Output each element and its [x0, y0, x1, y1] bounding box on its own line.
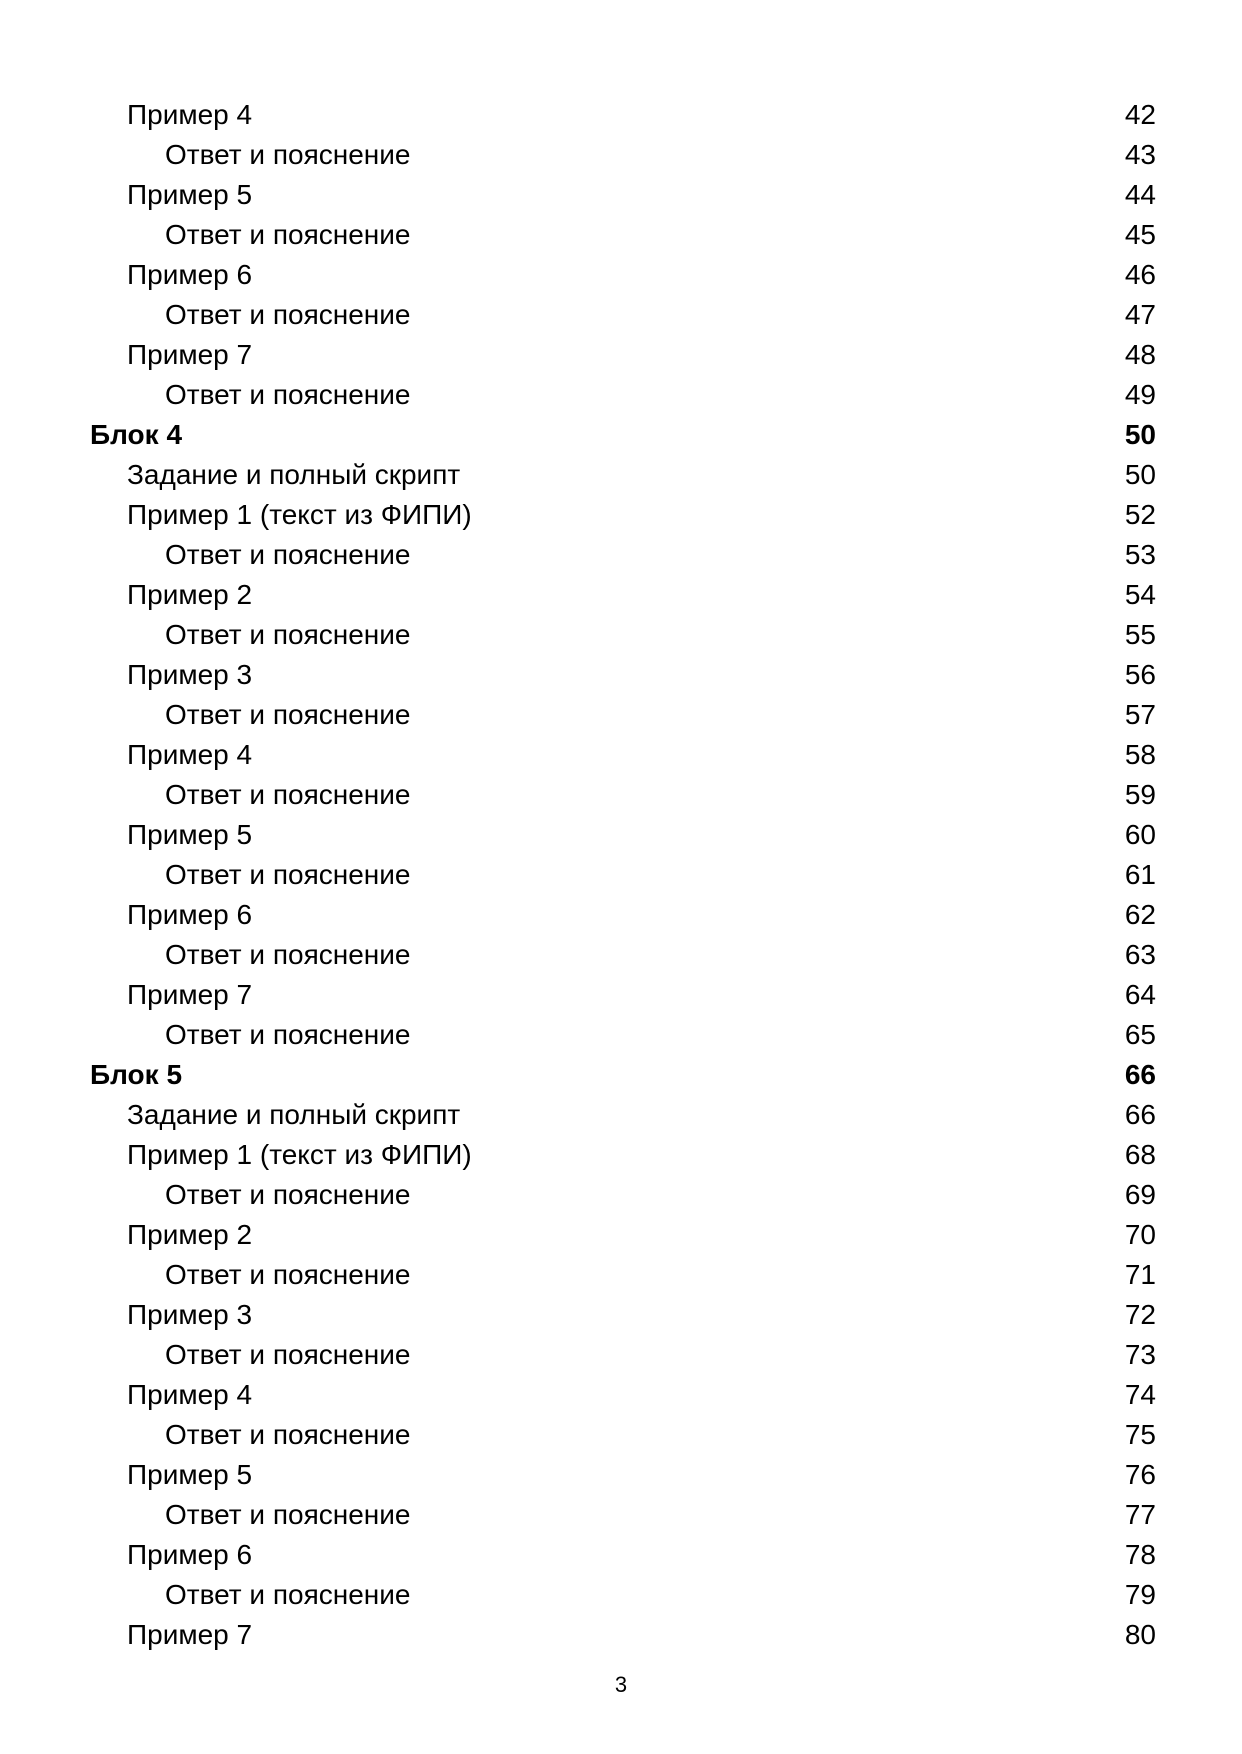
toc-entry-title: Ответ и пояснение: [165, 1259, 411, 1290]
toc-entry-title: Пример 4: [127, 1379, 253, 1410]
toc-entry-title: Ответ и пояснение: [165, 779, 411, 810]
toc-entry-title: Пример 6: [127, 259, 253, 290]
table-of-contents: [0, 95, 1242, 1655]
toc-entry-title: Ответ и пояснение: [165, 619, 411, 650]
toc-entry-title: Блок 5: [90, 1059, 183, 1090]
toc-entry-page: 50: [1124, 419, 1156, 450]
toc-entry-page: 71: [1124, 1259, 1156, 1290]
toc-entry-page: 53: [1124, 539, 1156, 570]
toc-entry-page: 70: [1124, 1219, 1156, 1250]
toc-entry-title: Ответ и пояснение: [165, 539, 411, 570]
toc-entry: [0, 815, 1242, 855]
toc-entry: [0, 1015, 1242, 1055]
toc-entry: [0, 95, 1242, 135]
toc-entry-page: 63: [1124, 939, 1156, 970]
toc-entry: [0, 615, 1242, 655]
toc-entry-title: Ответ и пояснение: [165, 1419, 411, 1450]
toc-entry-title: Пример 2: [127, 1219, 253, 1250]
toc-entry-page: 64: [1124, 979, 1156, 1010]
toc-entry-page: 52: [1124, 499, 1156, 530]
toc-entry: [0, 1255, 1242, 1295]
toc-entry-page: 79: [1124, 1579, 1156, 1610]
toc-entry-page: 74: [1124, 1379, 1156, 1410]
toc-entry: [0, 1535, 1242, 1575]
toc-entry: [0, 695, 1242, 735]
toc-entry-title: Пример 1 (текст из ФИПИ): [127, 499, 472, 530]
toc-entry: [0, 455, 1242, 495]
toc-entry-page: 73: [1124, 1339, 1156, 1370]
toc-entry-page: 44: [1124, 179, 1156, 210]
toc-entry: [0, 935, 1242, 975]
toc-entry-page: 42: [1124, 99, 1156, 130]
toc-entry: [0, 335, 1242, 375]
toc-entry: [0, 1215, 1242, 1255]
toc-entry-title: Ответ и пояснение: [165, 219, 411, 250]
toc-entry-page: 45: [1124, 219, 1156, 250]
toc-entry-title: Ответ и пояснение: [165, 299, 411, 330]
toc-entry-title: Пример 2: [127, 579, 253, 610]
toc-entry: [0, 375, 1242, 415]
toc-section-heading: [0, 415, 1242, 455]
toc-entry: [0, 535, 1242, 575]
toc-entry: [0, 975, 1242, 1015]
toc-entry: [0, 655, 1242, 695]
toc-entry: [0, 735, 1242, 775]
toc-entry-title: Пример 4: [127, 99, 253, 130]
toc-entry-page: 77: [1124, 1499, 1156, 1530]
toc-entry-page: 57: [1124, 699, 1156, 730]
toc-entry-title: Пример 6: [127, 1539, 253, 1570]
toc-entry-page: 69: [1124, 1179, 1156, 1210]
toc-entry-page: 58: [1124, 739, 1156, 770]
toc-entry-page: 80: [1124, 1619, 1156, 1650]
toc-entry-title: Пример 7: [127, 979, 253, 1010]
toc-entry: [0, 215, 1242, 255]
toc-entry-page: 78: [1124, 1539, 1156, 1570]
toc-entry-title: Ответ и пояснение: [165, 379, 411, 410]
toc-entry: [0, 1175, 1242, 1215]
page-number: 3: [614, 1672, 628, 1697]
toc-entry-title: Блок 4: [90, 419, 183, 450]
toc-entry-title: Задание и полный скрипт: [127, 1099, 461, 1130]
toc-entry-page: 59: [1124, 779, 1156, 810]
toc-entry: [0, 495, 1242, 535]
toc-entry-page: 47: [1124, 299, 1156, 330]
toc-entry-page: 76: [1124, 1459, 1156, 1490]
toc-entry-title: Ответ и пояснение: [165, 859, 411, 890]
toc-entry-page: 43: [1124, 139, 1156, 170]
toc-entry: [0, 255, 1242, 295]
toc-entry: [0, 855, 1242, 895]
toc-entry: [0, 1415, 1242, 1455]
toc-entry-title: Пример 7: [127, 339, 253, 370]
toc-entry-page: 55: [1124, 619, 1156, 650]
toc-entry: [0, 1295, 1242, 1335]
toc-entry-title: Ответ и пояснение: [165, 1499, 411, 1530]
toc-entry-page: 56: [1124, 659, 1156, 690]
toc-entry-page: 62: [1124, 899, 1156, 930]
toc-entry-title: Пример 1 (текст из ФИПИ): [127, 1139, 472, 1170]
toc-entry-page: 46: [1124, 259, 1156, 290]
toc-entry: [0, 175, 1242, 215]
toc-entry: [0, 1575, 1242, 1615]
toc-entry-title: Пример 3: [127, 1299, 253, 1330]
toc-entry: [0, 1095, 1242, 1135]
toc-entry-title: Пример 5: [127, 819, 253, 850]
toc-entry-title: Пример 6: [127, 899, 253, 930]
toc-entry: [0, 1455, 1242, 1495]
toc-entry: [0, 295, 1242, 335]
toc-entry-title: Пример 4: [127, 739, 253, 770]
toc-entry-title: Пример 3: [127, 659, 253, 690]
toc-entry-page: 48: [1124, 339, 1156, 370]
toc-entry-page: 61: [1124, 859, 1156, 890]
toc-entry-title: Ответ и пояснение: [165, 1339, 411, 1370]
toc-entry-title: Пример 5: [127, 1459, 253, 1490]
toc-entry-page: 65: [1124, 1019, 1156, 1050]
toc-entry-page: 50: [1124, 459, 1156, 490]
toc-entry: [0, 1375, 1242, 1415]
toc-entry-page: 49: [1124, 379, 1156, 410]
toc-entry: [0, 775, 1242, 815]
toc-entry-title: Ответ и пояснение: [165, 1579, 411, 1610]
toc-entry-title: Ответ и пояснение: [165, 939, 411, 970]
toc-entry-title: Пример 5: [127, 179, 253, 210]
toc-entry: [0, 1495, 1242, 1535]
toc-entry-title: Пример 7: [127, 1619, 253, 1650]
toc-entry-page: 54: [1124, 579, 1156, 610]
toc-entry-title: Ответ и пояснение: [165, 1019, 411, 1050]
toc-entry-page: 66: [1124, 1059, 1156, 1090]
toc-entry: [0, 1135, 1242, 1175]
toc-entry-page: 66: [1124, 1099, 1156, 1130]
toc-entry: [0, 1615, 1242, 1655]
toc-entry-title: Задание и полный скрипт: [127, 459, 461, 490]
toc-entry: [0, 135, 1242, 175]
toc-entry-page: 68: [1124, 1139, 1156, 1170]
toc-entry: [0, 1335, 1242, 1375]
toc-entry: [0, 575, 1242, 615]
toc-entry-page: 72: [1124, 1299, 1156, 1330]
toc-entry-title: Ответ и пояснение: [165, 1179, 411, 1210]
toc-entry-title: Ответ и пояснение: [165, 139, 411, 170]
toc-entry: [0, 895, 1242, 935]
toc-entry-title: Ответ и пояснение: [165, 699, 411, 730]
toc-section-heading: [0, 1055, 1242, 1095]
toc-entry-page: 60: [1124, 819, 1156, 850]
toc-entry-page: 75: [1124, 1419, 1156, 1450]
